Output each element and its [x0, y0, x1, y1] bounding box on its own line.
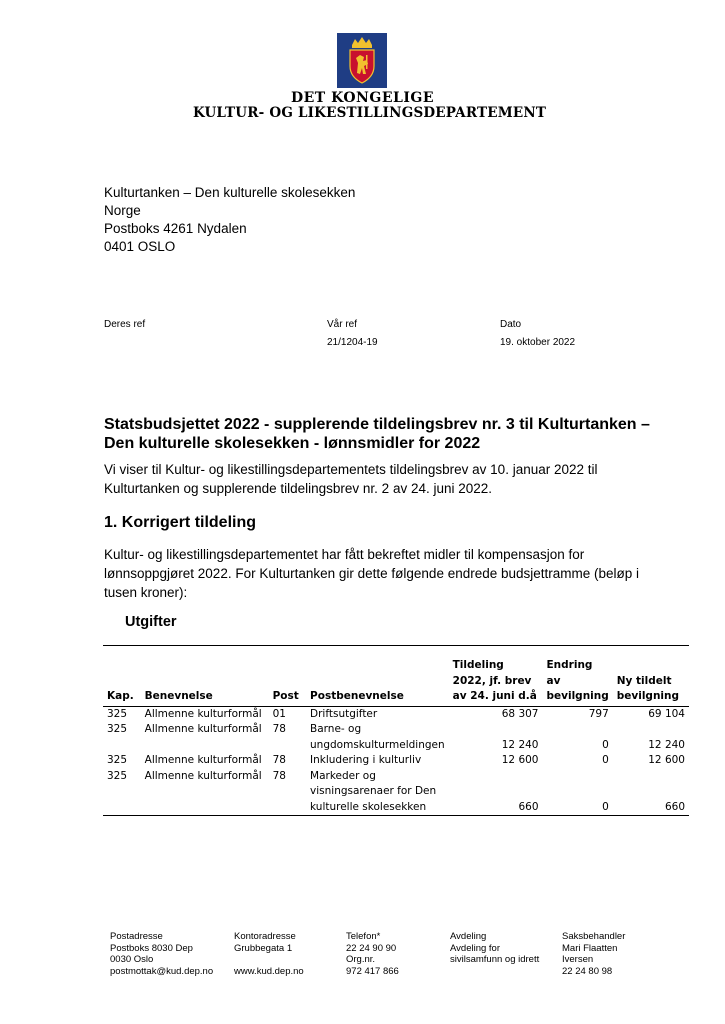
cell-postbenevnelse: Inkludering i kulturliv: [310, 754, 422, 766]
footer-saksbehandler-line1: Mari Flaatten: [562, 942, 618, 954]
recipient-country: Norge: [104, 203, 141, 218]
table-row: [103, 706, 689, 722]
ministry-name-line1: DET KONGELIGE: [290, 90, 435, 106]
footer-postadresse-line1: Postboks 8030 Dep: [110, 942, 193, 954]
footer-kontoradresse: [234, 931, 304, 977]
cell-post: 01: [272, 707, 286, 720]
recipient-postbox: Postboks 4261 Nydalen: [104, 221, 247, 236]
cell-kap: 325: [107, 723, 128, 735]
cell-post: 78: [272, 769, 286, 782]
cell-tildeling: 68 307: [501, 707, 539, 720]
cell-tildeling: 12 600: [501, 754, 539, 766]
cell-post: 78: [272, 754, 286, 766]
cell-benevnelse: Allmenne kulturformål: [144, 723, 262, 735]
dato-value: 19. oktober 2022: [500, 337, 576, 348]
recipient-postcode: 0401 OSLO: [104, 239, 176, 254]
table-header-row: [103, 646, 689, 707]
footer-telefon-number: 22 24 90 90: [346, 942, 397, 954]
footer-saksbehandler-label: Saksbehandler: [562, 931, 626, 942]
intro-paragraph: Vi viser til Kultur- og likestillingsdepartementets tildelingsbrev av 10. januar 2022 til Kulturtanken og supplerende tildelingsbrev nr. 2 av 24. juni 2022.: [104, 462, 598, 496]
footer-saksbehandler-phone: 22 24 80 98: [562, 965, 613, 977]
ministry-name-line2: KULTUR- OG LIKESTILLINGSDEPARTEMENT: [193, 105, 547, 121]
cell-benevnelse: Allmenne kulturformål: [144, 769, 262, 782]
footer-website-link[interactable]: www.kud.dep.no: [234, 965, 304, 977]
cell-postbenevnelse: Driftsutgifter: [310, 707, 378, 720]
footer-avdeling-label: Avdeling: [450, 931, 487, 942]
cell-ny: 69 104: [648, 707, 685, 720]
cell-ny: 12 600: [648, 754, 685, 766]
cell-kap: 325: [107, 754, 128, 766]
cell-tildeling: 12 240: [501, 738, 539, 751]
footer-saksbehandler-line2: Iversen: [562, 954, 594, 965]
footer-telefon: [346, 931, 399, 977]
header-postbenevnelse: Postbenevnelse: [310, 690, 404, 702]
cell-benevnelse: Allmenne kulturformål: [144, 707, 262, 720]
cell-postbenevnelse: Markeder og visningsarenaer for Den kulturelle skolesekken: [310, 769, 437, 813]
recipient-name: Kulturtanken – Den kulturelle skolesekken: [104, 185, 356, 200]
footer-postadresse: [110, 931, 213, 977]
header-benevnelse: Benevnelse: [144, 690, 213, 702]
header-post: Post: [272, 690, 299, 702]
dato-label: Dato: [500, 319, 522, 330]
expenses-subheading: Utgifter: [125, 614, 177, 630]
footer-avdeling: [450, 931, 539, 966]
cell-postbenevnelse: Barne- og ungdomskulturmeldingen: [310, 723, 445, 751]
cell-endring: 0: [602, 800, 609, 813]
footer-orgnr-label: Org.nr.: [346, 954, 376, 965]
cell-ny: 12 240: [648, 738, 685, 751]
var-ref-label: Vår ref: [327, 319, 358, 330]
footer-avdeling-line2: sivilsamfunn og idrett: [450, 954, 540, 965]
table-row: [103, 722, 689, 753]
footer-avdeling-line1: Avdeling for: [450, 942, 500, 954]
table-row: [103, 769, 689, 816]
footer-kontoradresse-label: Kontoradresse: [234, 931, 296, 942]
header-ny: Ny tildelt bevilgning: [616, 674, 680, 702]
cell-tildeling: 660: [518, 800, 539, 813]
cell-post: 78: [272, 723, 286, 735]
cell-benevnelse: Allmenne kulturformål: [144, 754, 262, 766]
header-kap: Kap.: [107, 690, 134, 702]
footer-postadresse-label: Postadresse: [110, 931, 163, 942]
budget-table: [103, 645, 689, 816]
section-paragraph: Kultur- og likestillingsdepartementet har fått bekreftet midler til kompensasjon for lønnsoppgjøret 2022. For Kulturtanken gir dette følgende endrede budsjettramme (beløp i tusen kroner):: [104, 547, 640, 600]
deres-ref-label: Deres ref: [104, 319, 146, 330]
cell-kap: 325: [107, 769, 128, 782]
cell-endring: 797: [588, 707, 609, 720]
cell-ny: 660: [664, 800, 685, 813]
header-endring: Endring av bevilgning: [546, 659, 609, 702]
var-ref-value: 21/1204-19: [327, 337, 378, 348]
cell-endring: 0: [602, 738, 609, 751]
footer-telefon-label: Telefon*: [346, 931, 381, 942]
section-heading: 1. Korrigert tildeling: [104, 514, 257, 531]
table-row: [103, 753, 689, 769]
footer-email-link[interactable]: postmottak@kud.dep.no: [110, 965, 214, 977]
footer-kontoradresse-line1: Grubbegata 1: [234, 942, 293, 954]
cell-endring: 0: [602, 754, 609, 766]
footer-saksbehandler: [562, 931, 625, 977]
document-title: Statsbudsjettet 2022 - supplerende tildelingsbrev nr. 3 til Kulturtanken – Den kulturelle skolesekken - lønnsmidler for 2022: [104, 416, 650, 452]
cell-kap: 325: [107, 707, 128, 720]
footer-orgnr-value: 972 417 866: [346, 965, 399, 977]
coat-of-arms-icon: [337, 33, 387, 88]
header-tildeling: Tildeling 2022, jf. brev av 24. juni d.å: [452, 659, 537, 702]
footer-postadresse-line2: 0030 Oslo: [110, 954, 154, 965]
